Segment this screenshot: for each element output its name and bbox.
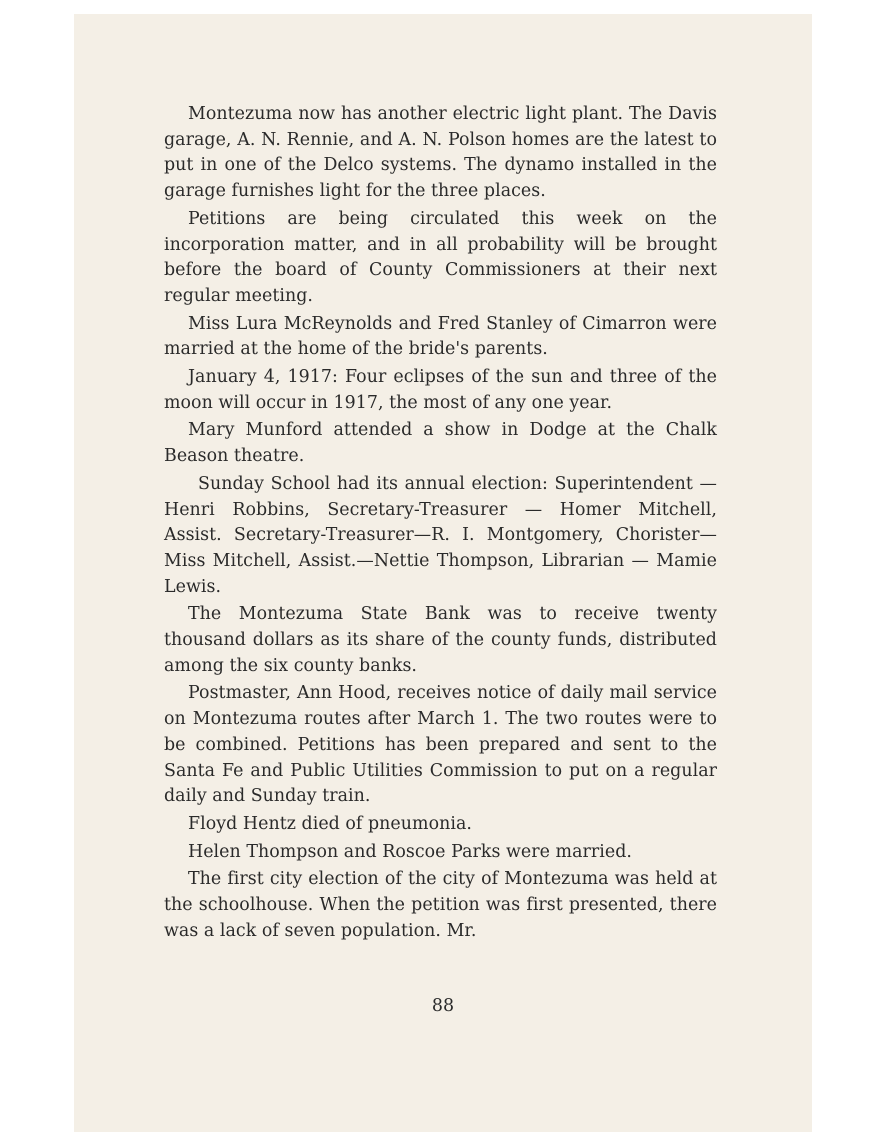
paragraph-hentz: Floyd Hentz died of pneumonia.	[188, 813, 472, 834]
page-number: 88	[431, 996, 455, 1016]
paragraph-thompson-parks: Helen Thompson and Roscoe Parks were married.	[188, 841, 632, 862]
body-text	[164, 102, 717, 947]
paragraph-petitions: Petitions are being circulated this week on the incorporation matter, and in all probability will be brought before the board of County Commissioners at their next regular meeting.	[164, 208, 717, 306]
book-page	[74, 14, 812, 1132]
paragraph-mail-service: Postmaster, Ann Hood, receives notice of daily mail service on Montezuma routes after March 1. The two routes were to be combined. Petitions has been prepared and sent to the Santa Fe and Public Utilities Commission to put on a regular daily and Sunday train.	[164, 683, 717, 807]
paragraph-eclipses: January 4, 1917: Four eclipses of the sun and three of the moon will occur in 1917, the most of any one year.	[164, 367, 717, 413]
paragraph-mcreynolds-wedding: Miss Lura McReynolds and Fred Stanley of Cimarron were married at the home of the bride's parents.	[164, 313, 717, 360]
paragraph-munford-show: Mary Munford attended a show in Dodge at the Chalk Beason theatre.	[164, 420, 717, 467]
paragraph-state-bank: The Montezuma State Bank was to receive twenty thousand dollars as its share of the county funds, distributed among the six county banks.	[164, 604, 717, 676]
paragraph-sunday-school: Sunday School had its annual election: Superintendent — Henri Robbins, Secretary-Treasurer — Homer Mitchell, Assist. Secretary-Treasurer—R. I. Montgomery, Chorister—Miss Mitchell, Assist.—Nettie Thompson, Librarian — Mamie Lewis.	[164, 473, 717, 597]
paragraph-city-election: The first city election of the city of Montezuma was held at the schoolhouse. When the petition was first presented, there was a lack of seven population. Mr.	[164, 869, 717, 941]
paragraph-electric-plant: Montezuma now has another electric light plant. The Davis garage, A. N. Rennie, and A. N. Polson homes are the latest to put in one of the Delco systems. The dynamo installed in the garage furnishes light for the three places.	[164, 104, 717, 202]
